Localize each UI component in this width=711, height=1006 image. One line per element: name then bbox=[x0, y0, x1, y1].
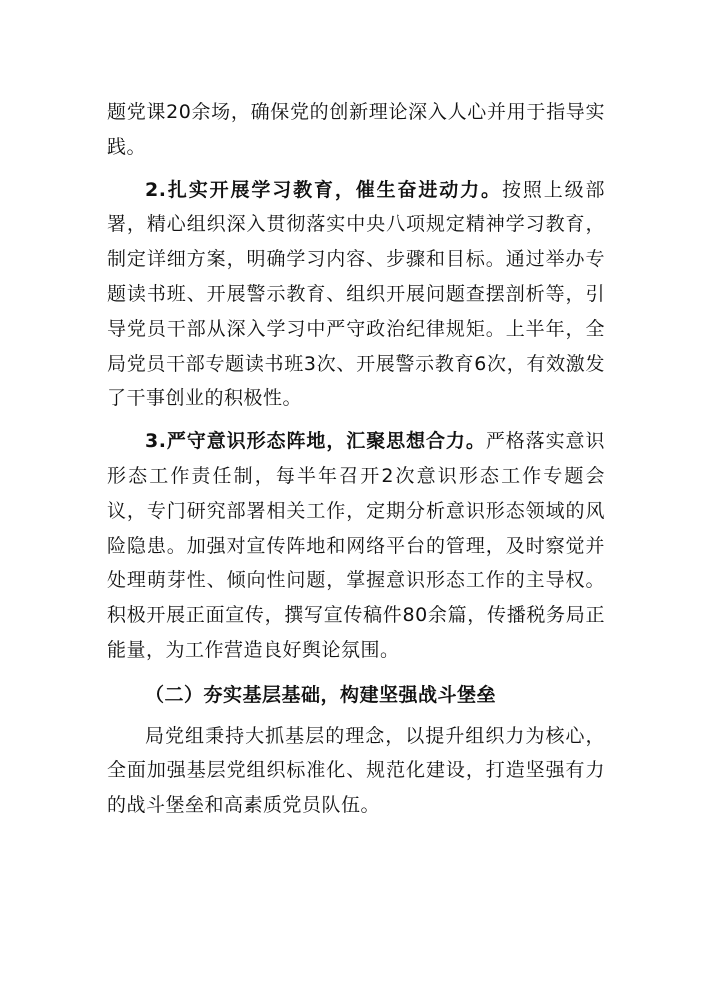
paragraph-grassroots: 局党组秉持大抓基层的理念，以提升组织力为核心，全面加强基层党组织标准化、规范化建设，打造坚强有力的战斗堡垒和高素质党员队伍。 bbox=[107, 724, 605, 817]
paragraph-body-study-education: 按照上级部署，精心组织深入贯彻落实中央八项规定精神学习教育，制定详细方案，明确学习内容、步骤和目标。通过举办专题读书班、开展警示教育、组织开展问题查摆剖析等，引导党员干部从深入学习中严守政治纪律规矩。上半年，全局党员干部专题读书班3次、开展警示教育6次，有效激发了干事创业的积极性。 bbox=[107, 178, 605, 410]
paragraph-lead-study-education: 2.扎实开展学习教育，催生奋进动力。 bbox=[145, 178, 502, 201]
paragraph-study-education bbox=[107, 173, 605, 417]
paragraph-ideology bbox=[107, 424, 605, 668]
paragraph-continuation: 题党课20余场，确保党的创新理论深入人心并用于指导实践。 bbox=[107, 101, 605, 158]
document-page bbox=[107, 95, 605, 823]
paragraph-body-ideology: 严格落实意识形态工作责任制，每半年召开2次意识形态工作专题会议，专门研究部署相关工作，定期分析意识形态领域的风险隐患。加强对宣传阵地和网络平台的管理，及时察觉并处理萌芽性、倾向性问题，掌握意识形态工作的主导权。积极开展正面宣传，撰写宣传稿件80余篇，传播税务局正能量，为工作营造良好舆论氛围。 bbox=[107, 430, 605, 661]
paragraph-lead-ideology: 3.严守意识形态阵地，汇聚思想合力。 bbox=[145, 430, 486, 453]
section-heading: （二）夯实基层基础，构建坚强战斗堡垒 bbox=[145, 683, 497, 706]
